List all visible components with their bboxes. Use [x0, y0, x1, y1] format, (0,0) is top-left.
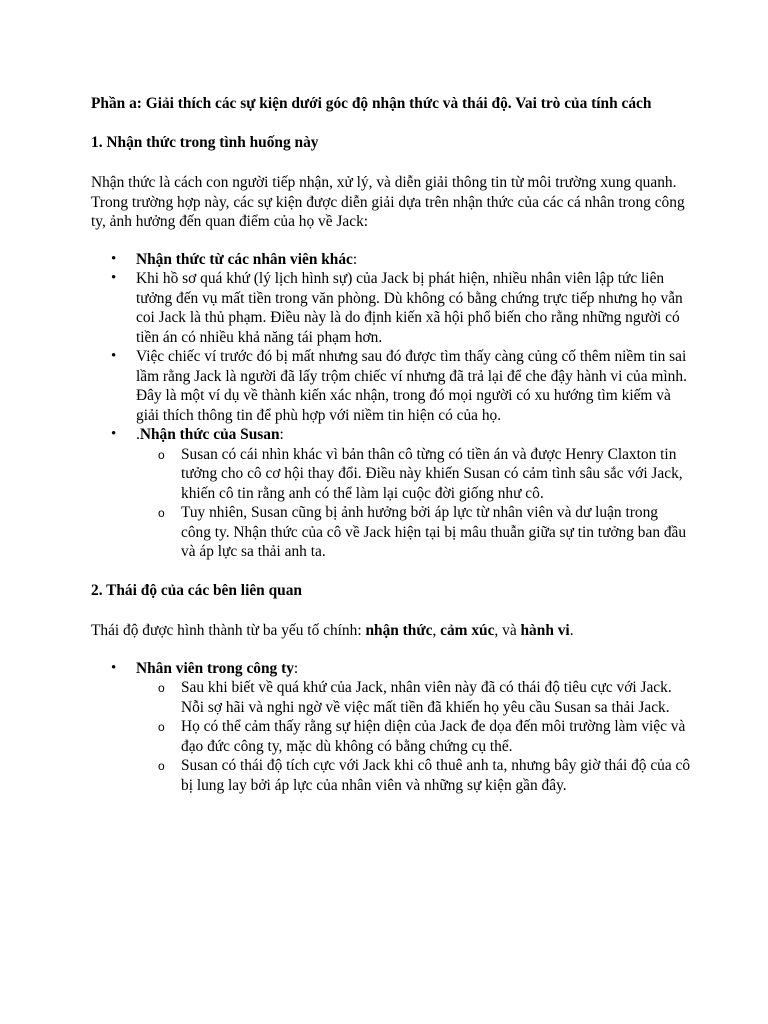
- list-item-text: :: [352, 250, 358, 268]
- intro-text: Thái độ được hình thành từ ba yếu tố chính:: [91, 622, 366, 639]
- sub-list-item: o Susan có thái độ tích cực với Jack khi cô thuê anh ta, nhưng bây giờ thái độ của cô bị lung lay bởi áp lực của nhân viên và những sự kiện gần đây.: [181, 756, 691, 795]
- intro-bold-term: cảm xúc: [440, 622, 495, 639]
- sub-list-item: o Họ có thể cảm thấy rằng sự hiện diện của Jack đe dọa đến môi trường làm việc và đạo đức công ty, mặc dù không có bằng chứng cụ thể.: [181, 717, 691, 756]
- section-2-intro: [91, 621, 691, 641]
- list-item: [136, 659, 691, 796]
- section-1-list: [91, 250, 691, 562]
- document-title: Phần a: Giải thích các sự kiện dưới góc độ nhận thức và thái độ. Vai trò của tính cách: [91, 95, 652, 112]
- list-item-bold: Nhận thức từ các nhân viên khác: [136, 250, 353, 268]
- list-item: • Khi hồ sơ quá khứ (lý lịch hình sự) của Jack bị phát hiện, nhiều nhân viên lập tức liên tưởng đến vụ mất tiền trong văn phòng. Dù không có bằng chứng trực tiếp nhưng họ vẫn coi Jack là thủ phạm. Điều này là do định kiến xã hội phổ biến cho rằng những người có tiền án có nhiều khả năng tái phạm hơn.: [136, 269, 691, 347]
- sub-list-item: o Susan có cái nhìn khác vì bản thân cô từng có tiền án và được Henry Claxton tin tưởng cho cô cơ hội thay đổi. Điều này khiến Susan có cảm tình sâu sắc với Jack, khiến cô tin rằng anh có thể làm lại cuộc đời giống như cô.: [181, 445, 691, 504]
- list-item: • Việc chiếc ví trước đó bị mất nhưng sau đó được tìm thấy càng củng cố thêm niềm tin sai lầm rằng Jack là người đã lấy trộm chiếc ví nhưng đã trả lại để che đậy hành vi của mình. Đây là một ví dụ về thành kiến xác nhận, trong đó mọi người có xu hướng tìm kiếm và giải thích thông tin để phù hợp với niềm tin hiện có của họ.: [136, 347, 691, 425]
- sub-list: [136, 678, 691, 795]
- section-2-list: [91, 659, 691, 796]
- list-item-prefix: .: [136, 426, 140, 443]
- section-1-intro: Nhận thức là cách con người tiếp nhận, xử lý, và diễn giải thông tin từ môi trường xung quanh. Trong trường hợp này, các sự kiện được diễn giải dựa trên nhận thức của các cá nhân trong công ty, ảnh hưởng đến quan điểm của họ về Jack:: [91, 174, 685, 230]
- sub-list-item: o Sau khi biết về quá khứ của Jack, nhân viên này đã có thái độ tiêu cực với Jack. Nỗi sợ hãi và nghi ngờ về việc mất tiền đã khiến họ yêu cầu Susan sa thải Jack.: [181, 678, 691, 717]
- list-item-bold: Nhận thức của Susan: [139, 426, 280, 443]
- intro-bold-term: hành vi: [520, 622, 570, 639]
- sub-list: [136, 445, 691, 562]
- document-page: [91, 94, 691, 795]
- list-item-text: :: [279, 426, 284, 443]
- section-1-heading: 1. Nhận thức trong tình huống này: [91, 133, 319, 151]
- list-item: [136, 425, 691, 562]
- list-item-text: :: [293, 659, 299, 677]
- sub-list-item: o Tuy nhiên, Susan cũng bị ảnh hưởng bởi áp lực từ nhân viên và dư luận trong công ty. Nhận thức của cô về Jack hiện tại bị mâu thuẫn giữa sự tin tưởng ban đầu và áp lực sa thải anh ta.: [181, 503, 691, 562]
- intro-bold-term: nhận thức: [365, 622, 433, 639]
- intro-text: .: [569, 622, 574, 639]
- intro-text: , và: [494, 622, 521, 639]
- list-item-bold: Nhân viên trong công ty: [136, 659, 294, 677]
- intro-text: ,: [432, 622, 441, 639]
- section-2-heading: 2. Thái độ của các bên liên quan: [91, 581, 302, 599]
- list-item: [136, 250, 691, 270]
